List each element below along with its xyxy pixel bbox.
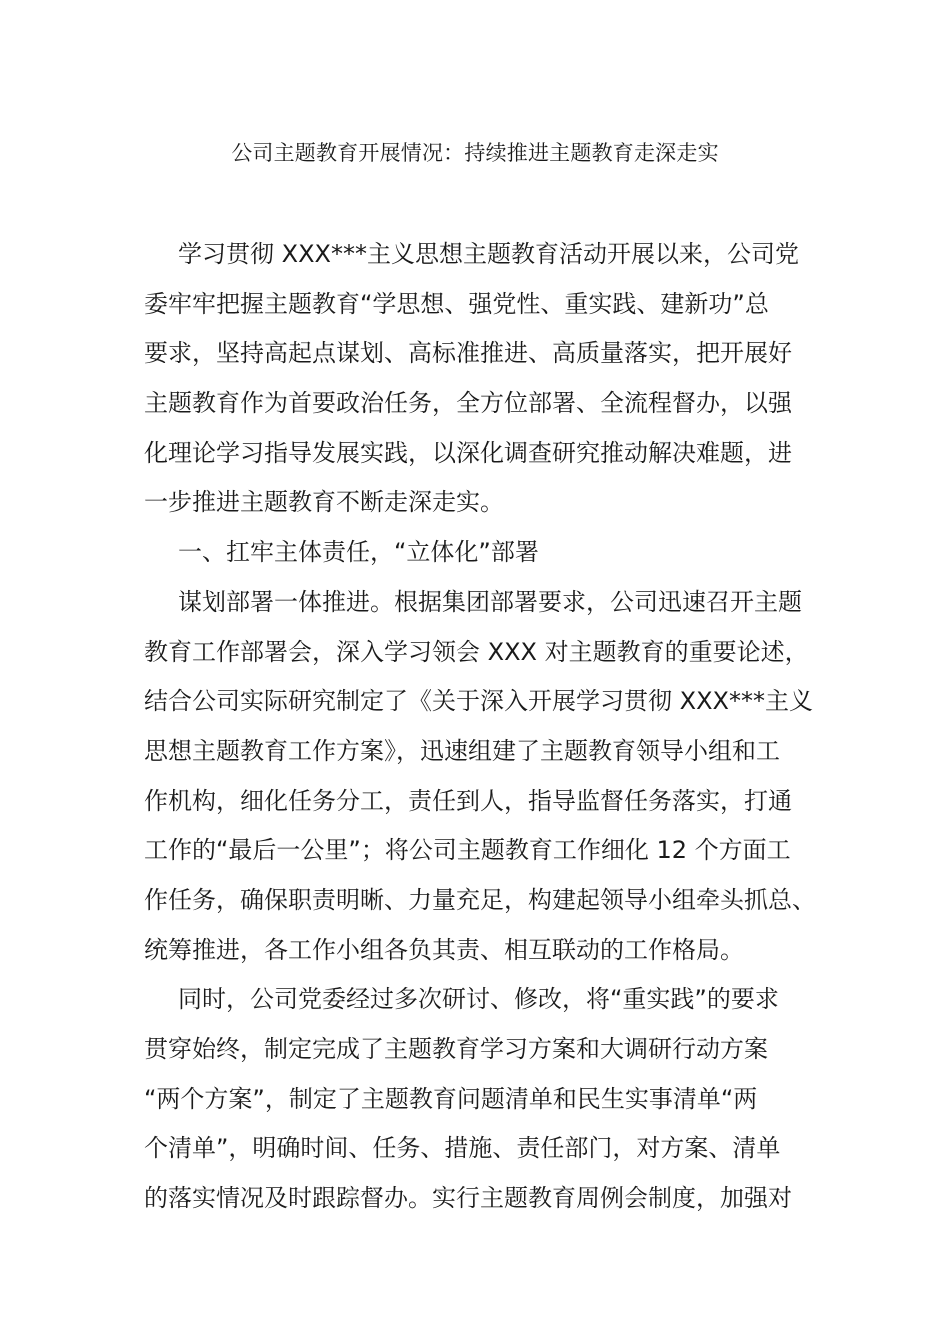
text-line: “两个方案”，制定了主题教育问题清单和民生实事清单“两 bbox=[144, 1084, 758, 1113]
text-line: 一步推进主题教育不断走深走实。 bbox=[144, 488, 504, 517]
text-line: 思想主题教育工作方案》，迅速组建了主题教育领导小组和工 bbox=[144, 736, 780, 765]
document-body bbox=[144, 230, 834, 1224]
text-line: 委牢牢把握主题教育“学思想、强党性、重实践、建新功”总 bbox=[144, 289, 769, 318]
text-line: 统筹推进，各工作小组各负其责、相互联动的工作格局。 bbox=[144, 935, 744, 964]
text-line: 作机构，细化任务分工，责任到人，指导监督任务落实，打通 bbox=[144, 786, 792, 815]
text-line: 同时，公司党委经过多次研讨、修改，将“重实践”的要求 bbox=[178, 985, 779, 1014]
text-line: 结合公司实际研究制定了《关于深入开展学习贯彻 XXX***主义 bbox=[144, 687, 813, 716]
text-line: 谋划部署一体推进。根据集团部署要求，公司迅速召开主题 bbox=[178, 587, 802, 616]
text-line: 教育工作部署会，深入学习领会 XXX 对主题教育的重要论述， bbox=[144, 637, 809, 666]
text-line: 主题教育作为首要政治任务，全方位部署、全流程督办，以强 bbox=[144, 389, 792, 418]
text-line: 贯穿始终，制定完成了主题教育学习方案和大调研行动方案 bbox=[144, 1035, 768, 1063]
page-title: 公司主题教育开展情况：持续推进主题教育走深走实 bbox=[231, 141, 719, 165]
text-line: 个清单”，明确时间、任务、措施、责任部门，对方案、清单 bbox=[144, 1134, 781, 1163]
text-line: 要求，坚持高起点谋划、高标准推进、高质量落实，把开展好 bbox=[144, 339, 792, 368]
text-line: 化理论学习指导发展实践，以深化调查研究推动解决难题，进 bbox=[144, 438, 792, 467]
section-heading: 一、扛牢主体责任，“立体化”部署 bbox=[178, 538, 539, 567]
text-line: 工作的“最后一公里”；将公司主题教育工作细化 12 个方面工 bbox=[144, 836, 791, 865]
text-line: 的落实情况及时跟踪督办。实行主题教育周例会制度，加强对 bbox=[144, 1184, 792, 1213]
text-line: 作任务，确保职责明晰、力量充足，构建起领导小组牵头抓总、 bbox=[144, 885, 816, 914]
text-line: 学习贯彻 XXX***主义思想主题教育活动开展以来，公司党 bbox=[178, 240, 799, 268]
